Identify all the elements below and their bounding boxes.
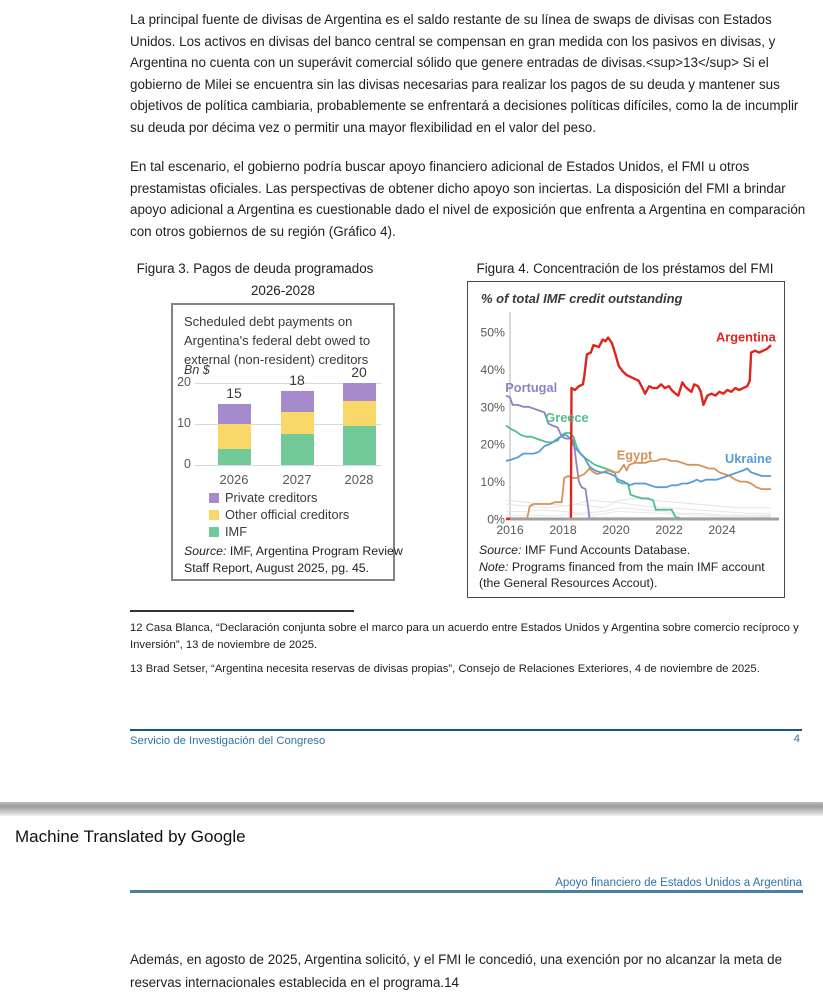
running-header-rule xyxy=(130,890,803,893)
bar-segment-private-creditors xyxy=(218,404,251,425)
bar-segment-other-official-creditors xyxy=(281,412,314,435)
bar-segment-imf xyxy=(281,434,314,465)
bar-segment-private-creditors xyxy=(343,383,376,401)
source-text: IMF Fund Accounts Database. xyxy=(524,543,691,557)
bar-total-label: 20 xyxy=(351,364,367,380)
figure3-caption-line1: Figura 3. Pagos de deuda programados xyxy=(136,261,374,276)
y-axis-tick-label: 20 xyxy=(177,375,191,389)
source-text: IMF, Argentina Program Review xyxy=(229,544,403,558)
x-axis-tick-label: 2018 xyxy=(549,523,577,537)
figure3-unit-label: Bn $ xyxy=(184,363,210,377)
x-axis-tick-label: 2024 xyxy=(708,523,736,537)
machine-translated-banner: Machine Translated by Google xyxy=(15,827,246,846)
figure3-caption-line2: 2026-2028 xyxy=(250,283,316,298)
y-axis-tick-label: 10 xyxy=(177,416,191,430)
footnote-13: 13 Brad Setser, “Argentina necesita reservas de divisas propias”, Consejo de Relaciones Exteriores, 4 de noviembre de 2025. xyxy=(130,663,760,675)
x-axis-tick-label: 2020 xyxy=(602,523,630,537)
x-axis-tick-label: 2016 xyxy=(496,523,524,537)
legend-item-other-official-creditors xyxy=(209,506,349,523)
legend-swatch-green xyxy=(209,527,219,537)
y-axis-tick-label: 40% xyxy=(480,362,505,377)
page-break-bar xyxy=(0,802,823,816)
legend-item-imf xyxy=(209,523,349,540)
figure3-chart-title xyxy=(184,312,390,369)
y-axis-tick-label: 30% xyxy=(480,400,505,415)
y-axis-tick-label: 10% xyxy=(480,475,505,490)
figure3-legend xyxy=(209,489,349,540)
bar-total-label: 18 xyxy=(289,372,305,389)
figure4-source-note xyxy=(479,542,765,592)
bar-segment-imf xyxy=(343,426,376,465)
line-argentina xyxy=(506,338,771,519)
source-label: Source: xyxy=(184,544,227,558)
paragraph-3: Además, en agosto de 2025, Argentina solicitó, y el FMI le concedió, una exención por no alcanzar la meta de reservas internacionales establecida en el programa.14 xyxy=(130,952,783,990)
source-text: Staff Report, August 2025, pg. 45. xyxy=(184,561,370,575)
bar-total-label: 15 xyxy=(226,384,242,401)
y-axis-tick-label: 0% xyxy=(487,512,505,527)
figure3-title-line: Scheduled debt payments on xyxy=(184,314,353,329)
figure4-chart-box xyxy=(467,281,785,598)
y-axis-tick-label: 50% xyxy=(480,325,505,340)
legend-label: Other official creditors xyxy=(225,507,350,522)
source-label: Source: xyxy=(479,543,522,557)
figure3-chart-box xyxy=(171,303,403,581)
legend-swatch-purple xyxy=(209,493,219,503)
gridline xyxy=(195,465,381,466)
series-label-egypt: Egypt xyxy=(616,447,653,463)
bar-segment-imf xyxy=(218,449,251,465)
figure3-title-line: Argentina's federal debt owed to xyxy=(184,333,371,348)
line-other-country xyxy=(506,508,771,516)
figure3-source xyxy=(184,543,403,577)
note-text: Programs financed from the main IMF account xyxy=(511,559,765,574)
x-axis-tick-label: 2028 xyxy=(344,472,374,487)
footer-rule xyxy=(130,729,802,731)
legend-label: IMF xyxy=(225,524,248,539)
line-other-country xyxy=(506,498,771,507)
y-axis-tick-label: 0 xyxy=(184,457,191,471)
legend-swatch-yellow xyxy=(209,510,219,520)
page-number: 4 xyxy=(793,733,800,745)
bar-segment-other-official-creditors xyxy=(218,424,251,449)
series-label-greece: Greece xyxy=(545,410,589,426)
legend-item-private-creditors xyxy=(209,489,349,506)
bar-segment-private-creditors xyxy=(281,391,314,412)
x-axis-tick-label: 2026 xyxy=(219,472,249,487)
paragraph-1: La principal fuente de divisas de Argentina es el saldo restante de su línea de swaps de divisas con Estados Unidos. Los activos en divisas del banco central se compensan en gran medida con los pasivos en divisas, y Argentina no cuenta con un superávit comercial sólido que genere entradas de divisas.<sup>13</sup> Si el gobierno de Milei se encuentra sin las divisas necesarias para realizar los pagos de su deuda y mantener sus objetivos de política cambiaria, probablemente se enfrentará a decisiones políticas difíciles, como la de incumplir su deuda por décima vez o permitir una mayor flexibilidad en el valor del peso. xyxy=(130,12,799,135)
footnote-separator xyxy=(130,610,354,612)
footnote-12: 12 Casa Blanca, “Declaración conjunta sobre el marco para un acuerdo entre Estados Unidos y Argentina sobre comercio recíproco y Inversión”, 13 de noviembre de 2025. xyxy=(130,622,799,651)
series-label-ukraine: Ukraine xyxy=(725,451,772,467)
note-text: (the General Resources Accout). xyxy=(479,576,658,590)
paragraph-2: En tal escenario, el gobierno podría buscar apoyo financiero adicional de Estados Unidos, el FMI u otros prestamistas oficiales. Las perspectivas de obtener dicho apoyo son inciertas. La disposición del FMI a brindar apoyo adicional a Argentina es cuestionable dado el nivel de exposición que enfrenta a Argentina en comparación con otros gobiernos de su región (Gráfico 4). xyxy=(130,159,806,239)
series-label-portugal: Portugal xyxy=(505,380,558,396)
x-axis-tick-label: 2022 xyxy=(655,523,683,537)
note-label: Note: xyxy=(479,559,509,574)
figure4-caption: Figura 4. Concentración de los préstamos del FMI xyxy=(476,261,774,276)
bar-segment-other-official-creditors xyxy=(343,401,376,426)
series-label-argentina: Argentina xyxy=(715,329,776,345)
footer-publisher: Servicio de Investigación del Congreso xyxy=(130,735,326,747)
x-axis-tick-label: 2027 xyxy=(282,472,312,487)
figure3-title-line: external (non-resident) creditors xyxy=(184,352,369,367)
legend-label: Private creditors xyxy=(225,490,318,505)
running-header-title: Apoyo financiero de Estados Unidos a Argentina xyxy=(555,877,802,889)
figure4-chart-title: % of total IMF credit outstanding xyxy=(481,291,683,306)
y-axis-tick-label: 20% xyxy=(480,437,505,452)
